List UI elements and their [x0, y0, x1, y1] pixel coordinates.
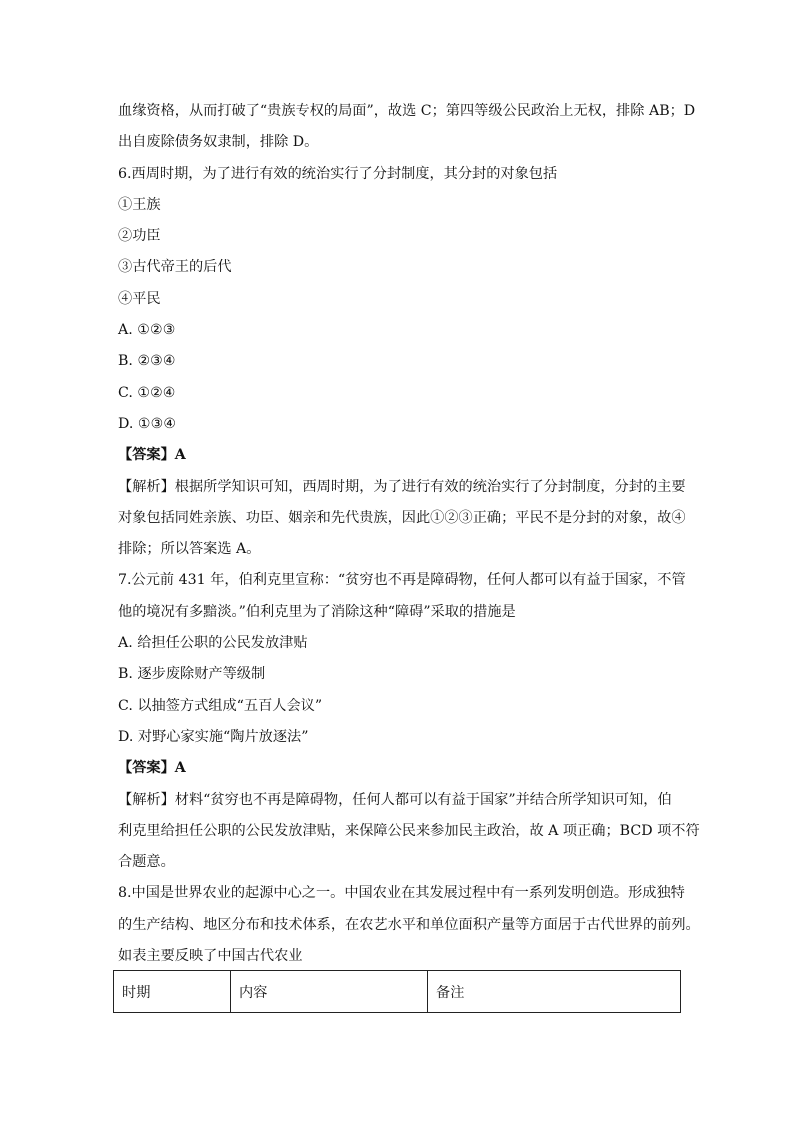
question-7-stem-1: 7.公元前 431 年，伯利克里宣称：“贫穷也不再是障碍物，任何人都可以有益于国家，不管	[118, 572, 686, 589]
question-8-stem-3: 如表主要反映了中国古代农业	[118, 948, 303, 965]
text-line-q5-analysis-2: 出自废除债务奴隶制，排除 D。	[118, 134, 319, 151]
q7-option-c: C. 以抽签方式组成“五百人会议”	[118, 697, 323, 714]
q6-item-2: ②功臣	[118, 228, 161, 245]
q6-analysis-3: 排除；所以答案选 A。	[118, 541, 261, 558]
q7-option-d: D. 对野心家实施“陶片放逐法”	[118, 728, 309, 745]
text-line-q5-analysis-1: 血缘资格，从而打破了“贵族专权的局面”，故选 C；第四等级公民政治上无权，排除 AB；D	[118, 103, 696, 119]
question-6-stem: 6.西周时期，为了进行有效的统治实行了分封制度，其分封的对象包括	[118, 165, 558, 182]
table-header-notes: 备注	[428, 971, 681, 1013]
agriculture-table	[113, 970, 681, 1013]
q7-option-a: A. 给担任公职的公民发放津贴	[118, 635, 308, 652]
q6-option-d: D. ①③④	[118, 415, 177, 432]
q6-answer: 【答案】A	[118, 447, 186, 464]
table-header-period: 时期	[114, 971, 231, 1013]
q6-analysis-1: 【解析】根据所学知识可知，西周时期，为了进行有效的统治实行了分封制度，分封的主要	[118, 478, 686, 495]
q7-analysis-2: 利克里给担任公职的公民发放津贴，来保障公民来参加民主政治，故 A 项正确；BCD 项不符	[118, 822, 700, 839]
q6-item-4: ④平民	[118, 290, 161, 307]
q6-option-c: C. ①②④	[118, 384, 176, 401]
question-7-stem-2: 他的境况有多黯淡。”伯利克里为了消除这种“障碍”采取的措施是	[118, 603, 516, 620]
q7-analysis-1: 【解析】材料“贫穷也不再是障碍物，任何人都可以有益于国家”并结合所学知识可知，伯	[118, 791, 672, 808]
q6-item-3: ③古代帝王的后代	[118, 259, 232, 276]
q6-item-1: ①王族	[118, 196, 161, 213]
q7-answer: 【答案】A	[118, 760, 186, 777]
q6-option-b: B. ②③④	[118, 353, 176, 370]
question-8-stem-2: 的生产结构、地区分布和技术体系，在农艺水平和单位面积产量等方面居于古代世界的前列。	[118, 916, 700, 933]
document-body	[118, 96, 700, 972]
q7-option-b: B. 逐步废除财产等级制	[118, 666, 266, 683]
q7-analysis-3: 合题意。	[118, 854, 175, 871]
table-header-content: 内容	[231, 971, 428, 1013]
table-header-row	[114, 971, 681, 1013]
question-8-stem-1: 8.中国是世界农业的起源中心之一。中国农业在其发展过程中有一系列发明创造。形成独特	[118, 885, 685, 902]
q6-option-a: A. ①②③	[118, 322, 176, 339]
q6-analysis-2: 对象包括同姓亲族、功臣、姻亲和先代贵族，因此①②③正确；平民不是分封的对象，故④	[118, 509, 686, 526]
